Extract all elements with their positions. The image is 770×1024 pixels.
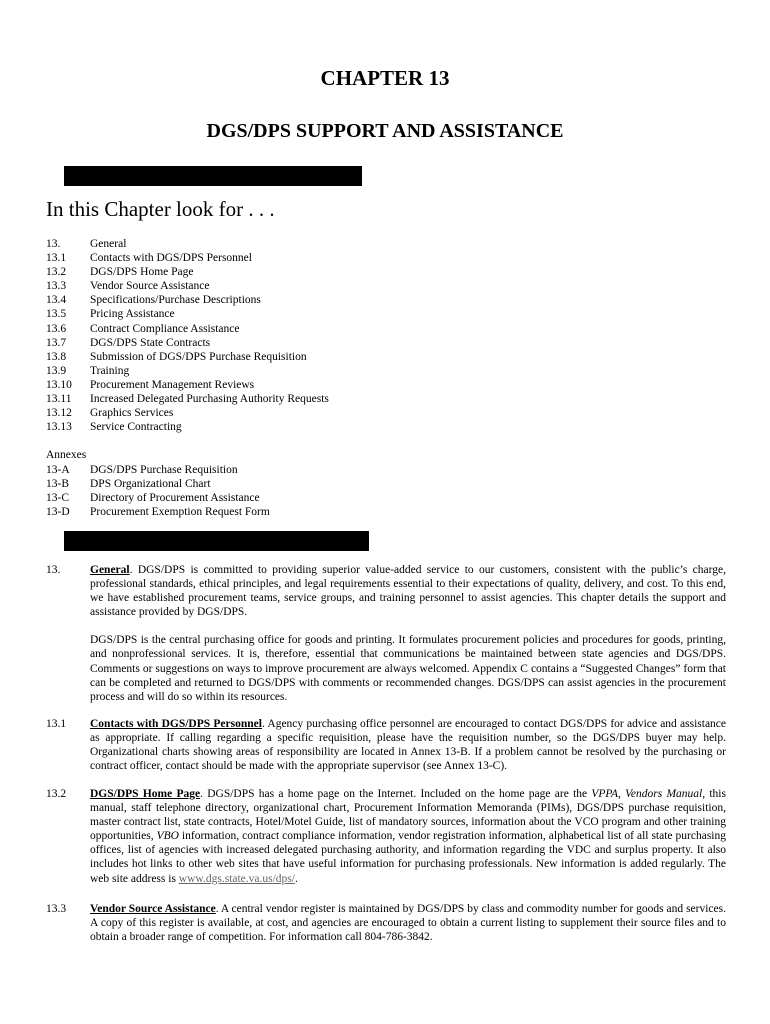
toc-label: Pricing Assistance [90,308,175,321]
section-title: DGS/DPS Home Page [90,788,201,800]
toc-item [46,265,329,279]
toc-item [46,392,329,406]
annex-number: 13-C [46,492,69,505]
toc-number: 13.6 [46,322,67,335]
section-italic-text: Vendors Manual [625,788,703,800]
annex-label: DPS Organizational Chart [90,478,211,491]
section-text: , this manual, staff telephone directory, organizational chart, Procurement Information Memoranda (PIMs), DGS/DPS purchase requisition, master contract list, state contracts, Hotel/Motel Guide, list of mandatory sources, information about the VCO program and other training opportunities, [90,788,726,843]
annex-label: Directory of Procurement Assistance [90,492,260,505]
section-title: Vendor Source Assistance [90,903,216,915]
section-text: . Agency purchasing office personnel are encouraged to contact DGS/DPS for advice and assistance as appropriate. If calling regarding a specific requisition, please have the requisition number, so the DGS/DPS buyer may help. Organizational charts showing areas of responsibility are located in Annex 13-B. If a problem cannot be resolved by the purchasing or contract officer, contact should be made with the appropriate supervisor (see Annex 13-C). [90,718,727,773]
toc-label: Procurement Management Reviews [90,378,255,391]
toc-number: 13.12 [46,407,72,420]
section-paragraph [90,902,726,944]
toc-label: Contacts with DGS/DPS Personnel [90,252,252,265]
annex-item [46,463,270,477]
toc-label: Increased Delegated Purchasing Authority Requests [90,393,329,406]
section-italic-text: VBO [156,830,179,843]
toc-number: 13.10 [46,378,72,391]
section-13-general [46,563,726,704]
chapter-subtitle: DGS/DPS SUPPORT AND ASSISTANCE [206,120,564,142]
chapter-heading: CHAPTER 13 [320,66,450,90]
toc-number: 13.9 [46,364,67,377]
toc-item [46,336,329,350]
section-text: . DGS/DPS has a home page on the Internet. Included on the home page are the [200,788,592,800]
annex-label: Procurement Exemption Request Form [90,506,270,519]
section-paragraph: DGS/DPS is the central purchasing office for goods and printing. It formulates procurement policies and procedures for goods, printing, and nonprofessional services. It is, therefore, essential that communications be maintained between state agencies and DGS/DPS. Comments or suggestions on ways to improve procurement are always welcomed. Appendix C contains a “Suggested Changes” form that can be completed and returned to DGS/DPS with comments or recommended changes. DGS/DPS can assist agencies in the procurement process and will do so within its resources. [90,634,726,703]
section-number: 13. [46,564,61,576]
section-text: , [618,788,626,800]
toc-label: Service Contracting [90,421,182,434]
section-paragraph [90,787,726,886]
section-13-2-home-page [46,787,726,886]
toc-item [46,293,329,307]
toc-item [46,350,329,364]
section-13-1-contacts [46,717,726,773]
toc-label: Specifications/Purchase Descriptions [90,294,261,307]
toc-number: 13.3 [46,280,67,293]
section-title: Contacts with DGS/DPS Personnel [90,718,262,730]
toc-number: 13.5 [46,308,67,321]
toc-number: 13.13 [46,421,72,434]
section-text: . [294,872,298,885]
look-for-heading: In this Chapter look for . . . [46,197,275,221]
annex-label: DGS/DPS Purchase Requisition [90,464,238,476]
chapter-contents-list [46,237,329,434]
section-text: . DGS/DPS is committed to providing superior value-added service to our customers, consistent with the public’s charge, professional standards, ethical principles, and legal requirements essential to their expectations of quality, delivery, and cost. To this end, we have established procurement teams, service groups, and training personnel to assist agencies. This chapter details the support and assistance provided by DGS/DPS. [90,564,726,619]
toc-label: Graphics Services [90,407,174,420]
toc-item [46,406,329,420]
section-number: 13.2 [46,788,67,800]
toc-item [46,307,329,321]
toc-label: Vendor Source Assistance [90,280,210,293]
toc-number: 13.1 [46,252,67,265]
toc-item [46,251,329,265]
toc-item [46,420,329,434]
annexes-list [46,463,270,519]
toc-number: 13. [46,238,61,250]
toc-label: DGS/DPS State Contracts [90,336,211,349]
section-paragraph [90,717,726,773]
annex-number: 13-B [46,478,69,491]
section-number: 13.3 [46,903,67,915]
annexes-heading: Annexes [46,449,87,461]
black-divider-bar [64,531,369,551]
annex-number: 13-A [46,464,70,476]
toc-item [46,279,329,293]
toc-number: 13.4 [46,294,67,307]
toc-number: 13.7 [46,336,67,349]
dps-website-link[interactable]: www.dgs.state.va.us/dps/ [178,872,295,885]
toc-item [46,364,329,378]
toc-number: 13.11 [46,393,72,406]
toc-label: General [90,238,127,250]
toc-number: 13.8 [46,350,67,363]
section-text: . A central vendor register is maintained by DGS/DPS by class and commodity number for goods and services. A copy of this register is available, at cost, and agencies are encouraged to obtain a current listing to supplement their source files and to obtain a broader range of competition. For information call 804-786-3842. [90,903,726,944]
black-divider-bar [64,166,362,186]
section-13-3-vendor-source [46,902,726,944]
section-number: 13.1 [46,718,67,730]
annex-number: 13-D [46,506,70,519]
annex-item [46,505,270,519]
section-title: General [90,564,130,576]
annex-item [46,491,270,505]
section-text: information, contract compliance information, vendor registration information, alphabetical list of all state purchasing offices, list of agencies with increased delegated purchasing authority, and information regarding the VDC and surplus property. It also includes hot links to other web sites that have useful information for purchasing professionals. New information is added regularly. The web site address is [90,830,726,885]
toc-label: DGS/DPS Home Page [90,266,194,279]
section-paragraph [90,563,726,619]
toc-item [46,378,329,392]
toc-item [46,237,329,251]
toc-label: Training [90,364,130,377]
toc-number: 13.2 [46,266,67,279]
annex-item [46,477,270,491]
section-italic-text: VPPA [591,788,618,800]
toc-label: Submission of DGS/DPS Purchase Requisition [90,350,307,363]
toc-label: Contract Compliance Assistance [90,322,240,335]
toc-item [46,322,329,336]
